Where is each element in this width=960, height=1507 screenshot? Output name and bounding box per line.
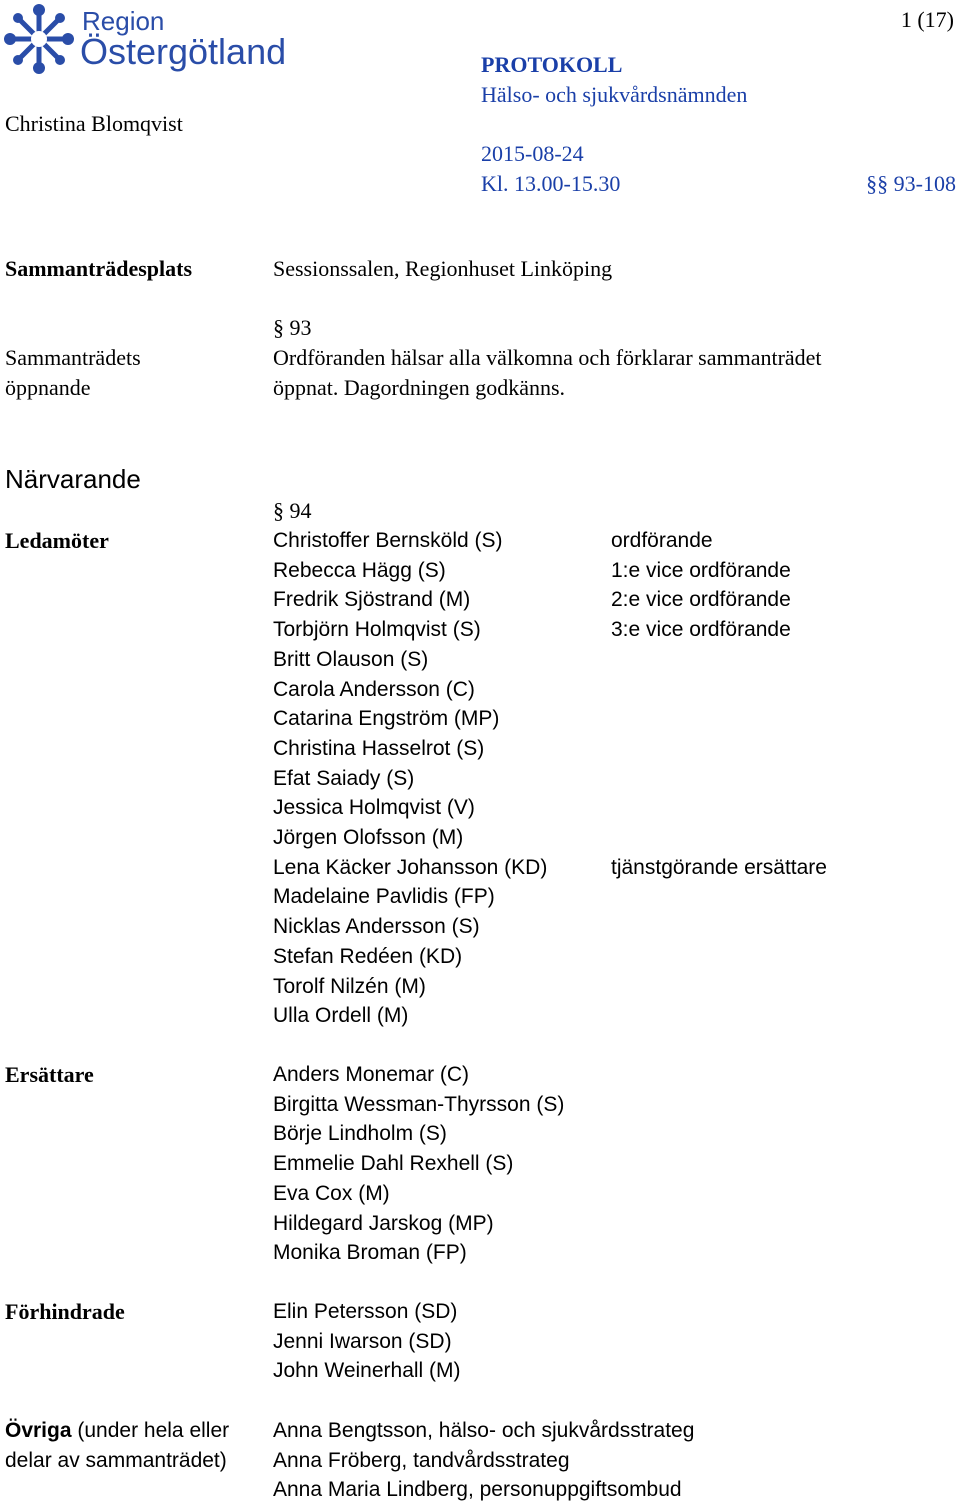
meeting-place-value: Sessionssalen, Regionhuset Linköping	[273, 256, 613, 281]
member-role	[611, 793, 827, 823]
member-name: Britt Olauson (S)	[273, 647, 429, 671]
committee-name: Hälso- och sjukvårdsnämnden	[481, 82, 748, 107]
member-name: Torbjörn Holmqvist (S)	[273, 618, 481, 642]
others-label	[5, 1416, 229, 1475]
member-name: Carola Andersson (C)	[273, 677, 475, 701]
member-name: Christoffer Bernsköld (S)	[273, 529, 503, 552]
member-name: Lena Käcker Johansson (KD)	[273, 855, 548, 879]
page-number: 1 (17)	[900, 7, 954, 32]
member-name: Stefan Redéen (KD)	[273, 944, 463, 968]
member-role	[611, 823, 827, 853]
section-sign-icon: §	[273, 498, 284, 523]
substitute-name: Eva Cox (M)	[273, 1181, 390, 1205]
member-role: tjänstgörande ersättare	[611, 855, 827, 879]
member-name: Madelaine Pavlidis (FP)	[273, 885, 495, 909]
member-role	[611, 942, 827, 972]
author-name: Christina Blomqvist	[5, 111, 183, 136]
attendance-heading: Närvarande	[5, 464, 141, 494]
member-role	[611, 912, 827, 942]
member-role	[611, 971, 827, 1001]
meeting-place-label: Sammanträdesplats	[5, 256, 193, 281]
member-role	[611, 764, 827, 794]
absent-list	[273, 1297, 461, 1386]
meeting-date: 2015-08-24	[481, 141, 584, 166]
doc-type: PROTOKOLL	[481, 52, 623, 77]
absent-label: Förhindrade	[5, 1299, 125, 1324]
opening-text	[273, 343, 822, 403]
meeting-time: Kl. 13.00-15.30	[481, 171, 621, 196]
member-name: Catarina Engström (MP)	[273, 707, 500, 731]
substitute-name: Emmelie Dahl Rexhell (S)	[273, 1152, 514, 1176]
member-name: Jörgen Olofsson (M)	[273, 826, 464, 850]
absent-name: John Weinerhall (M)	[273, 1359, 461, 1383]
paragraph-range-value: 93-108	[893, 171, 956, 196]
other-attendee: Anna Bengtsson, hälso- och sjukvårdsstrateg	[273, 1419, 695, 1442]
member-name: Jessica Holmqvist (V)	[273, 796, 475, 820]
logo-line-region: Region	[82, 6, 165, 36]
substitute-name: Börje Lindholm (S)	[273, 1122, 447, 1146]
member-role: 2:e vice ordförande	[611, 588, 791, 612]
member-name: Fredrik Sjöstrand (M)	[273, 588, 471, 612]
others-label-rest: (under hela eller	[71, 1419, 230, 1442]
member-role: 1:e vice ordförande	[611, 558, 791, 582]
members-roles	[611, 526, 827, 1031]
member-role	[611, 645, 827, 675]
member-name: Nicklas Andersson (S)	[273, 915, 480, 939]
member-role: 3:e vice ordförande	[611, 618, 791, 642]
others-label-bold: Övriga	[5, 1419, 72, 1442]
logo-line-ostergotland: Östergötland	[80, 31, 287, 72]
opening-paragraph	[273, 313, 312, 343]
member-role	[611, 674, 827, 704]
members-label: Ledamöter	[5, 528, 109, 553]
substitute-name: Hildegard Jarskog (MP)	[273, 1211, 494, 1235]
region-logo	[4, 2, 287, 76]
member-name: Rebecca Hägg (S)	[273, 558, 446, 582]
member-name: Torolf Nilzén (M)	[273, 974, 426, 998]
section-sign-icon: §§	[866, 171, 889, 196]
substitute-name: Birgitta Wessman-Thyrsson (S)	[273, 1092, 565, 1116]
section-sign-icon: §	[273, 315, 284, 340]
members-list	[273, 526, 547, 1031]
opening-text-line1: Ordföranden hälsar alla välkomna och förklarar sammanträdet	[273, 345, 822, 370]
opening-label	[5, 343, 141, 403]
substitute-name: Anders Monemar (C)	[273, 1063, 470, 1086]
member-role	[611, 882, 827, 912]
member-role	[611, 1001, 827, 1031]
others-list	[273, 1416, 694, 1505]
absent-name: Elin Petersson (SD)	[273, 1300, 458, 1323]
other-attendee: Anna Fröberg, tandvårdsstrateg	[273, 1448, 570, 1472]
opening-label-line1: Sammanträdets	[5, 345, 141, 370]
snowflake-logo-icon	[4, 4, 74, 74]
absent-name: Jenni Iwarson (SD)	[273, 1329, 452, 1353]
substitutes-list	[273, 1060, 564, 1268]
other-attendee: Anna Maria Lindberg, personuppgiftsombud	[273, 1478, 682, 1502]
member-name: Efat Saiady (S)	[273, 766, 415, 790]
attendance-paragraph-number: 94	[289, 498, 312, 523]
member-name: Christina Hasselrot (S)	[273, 736, 485, 760]
attendance-paragraph	[273, 496, 312, 526]
member-role	[611, 704, 827, 734]
opening-paragraph-number: 93	[289, 315, 312, 340]
opening-text-line2: öppnat. Dagordningen godkänns.	[273, 375, 566, 400]
substitutes-label: Ersättare	[5, 1062, 94, 1087]
opening-label-line2: öppnande	[5, 375, 91, 400]
member-name: Ulla Ordell (M)	[273, 1004, 409, 1028]
member-role	[611, 734, 827, 764]
others-label-line2: delar av sammanträdet)	[5, 1448, 227, 1472]
substitute-name: Monika Broman (FP)	[273, 1241, 467, 1265]
paragraph-range	[866, 169, 956, 199]
member-role: ordförande	[611, 529, 713, 552]
